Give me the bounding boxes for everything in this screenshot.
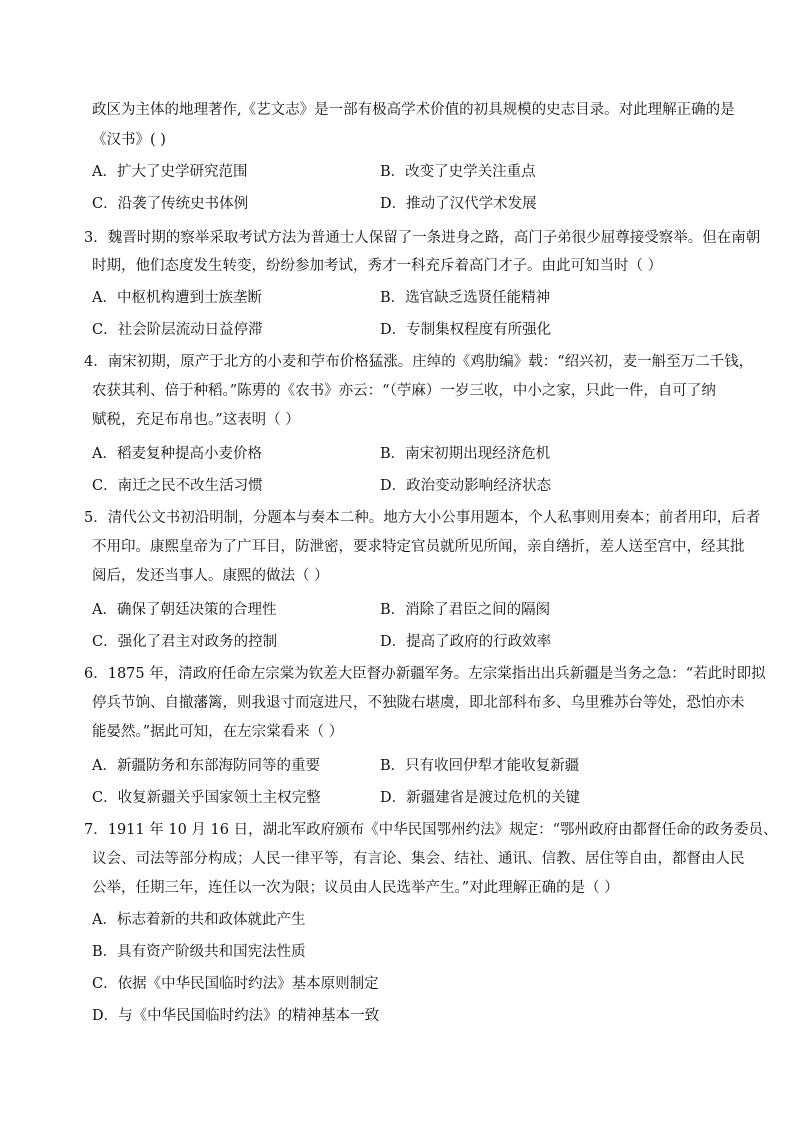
question-4-option-a: A．稻麦复种提高小麦价格 [92, 446, 262, 462]
question-4-line-1: 4．南宋初期，原产于北方的小麦和苧布价格猛涨。庄绰的《鸡肋编》载：“绍兴初，麦一斛至万二千钱， [84, 354, 754, 370]
question-3-option-c: C．社会阶层流动日益停滞 [92, 322, 263, 338]
question-4-option-c: C．南迁之民不改生活习惯 [92, 478, 263, 494]
question-5-option-d: D．提高了政府的行政效率 [380, 634, 552, 650]
question-4-line-3: 赋税，充足布帛也。”这表明（ ） [92, 412, 300, 428]
question-3-option-b: B．选官缺乏选贤任能精神 [380, 290, 551, 306]
question-6-line-3: 能晏然。”据此可知，在左宗棠看来（ ） [92, 724, 344, 740]
question-3-line-1: 3．魏晋时期的察举采取考试方法为普通士人保留了一条进身之路，高门子弟很少屈尊接受察举。但在南朝 [84, 230, 761, 246]
question-7-line-3: 公举，任期三年，连任以一次为限；议员由人民选举产生。”对此理解正确的是（ ） [92, 880, 619, 896]
question-7-option-d: D．与《中华民国临时约法》的精神基本一致 [92, 1008, 380, 1024]
question-2-option-c: C．沿袭了传统史书体例 [92, 196, 249, 212]
question-6-option-a: A．新疆防务和东部海防同等的重要 [92, 758, 320, 774]
question-3-line-2: 时期，他们态度发生转变，纷纷参加考试，秀才一科充斥着高门才子。由此可知当时（ ） [92, 258, 663, 274]
question-7-line-2: 议会、司法等部分构成；人民一律平等，有言论、集会、结社、通讯、信教、居住等自由，都督由人民 [92, 851, 745, 867]
question-6-option-d: D．新疆建省是渡过危机的关键 [380, 790, 581, 806]
question-7-option-c: C．依据《中华民国临时约法》基本原则制定 [92, 976, 379, 992]
question-2-option-d: D．推动了汉代学术发展 [380, 196, 537, 212]
question-4-option-b: B．南宋初期出现经济危机 [380, 446, 551, 462]
question-6-option-c: C．收复新疆关乎国家领土主权完整 [92, 790, 321, 806]
question-2-text-line-1: 政区为主体的地理著作,《艺文志》是一部有极高学术价值的初具规模的史志目录。对此理解正确的是 [92, 102, 735, 118]
question-4-option-d: D．政治变动影响经济状态 [380, 478, 552, 494]
question-5-line-3: 阅后，发还当事人。康熙的做法（ ） [92, 568, 329, 584]
question-6-option-b: B．只有收回伊犁才能收复新疆 [380, 758, 580, 774]
question-3-option-d: D．专制集权程度有所强化 [380, 322, 552, 338]
question-5-option-c: C．强化了君主对政务的控制 [92, 634, 278, 650]
question-7-option-a: A．标志着新的共和政体就此产生 [92, 912, 306, 928]
question-5-line-1: 5．清代公文书初沿明制，分题本与奏本二种。地方大小公事用题本，个人私事则用奏本；前者用印，后者 [84, 510, 761, 526]
question-3-option-a: A．中枢机构遭到士族垄断 [92, 290, 262, 306]
question-7-option-b: B．具有资产阶级共和国宪法性质 [92, 944, 306, 960]
question-5-line-2: 不用印。康熙皇帝为了广耳目，防泄密，要求特定官员就所见所闻，亲自缮折，差人送至宫中，经其批 [92, 539, 745, 555]
question-5-option-a: A．确保了朝廷决策的合理性 [92, 602, 277, 618]
question-2-option-a: A．扩大了史学研究范围 [92, 164, 248, 180]
question-2-text-line-2: 《汉书》( ) [92, 132, 166, 148]
question-2-option-b: B．改变了史学关注重点 [380, 164, 536, 180]
question-4-line-2: 农获其利、倍于种稻。”陈旉的《农书》亦云：“（苧麻）一岁三收，中小之家，只此一件，自可了纳 [92, 383, 716, 399]
question-5-option-b: B．消除了君臣之间的隔阂 [380, 602, 551, 618]
question-6-line-1: 6．1875 年，清政府任命左宗棠为钦差大臣督办新疆军务。左宗棠指出出兵新疆是当务之急：“若此时即拟 [84, 666, 766, 682]
question-6-line-2: 停兵节饷、自撤藩篱，则我退寸而寇进尺，不独陇右堪虞，即北部科布多、乌里雅苏台等处，恐怕亦未 [92, 695, 745, 711]
question-7-line-1: 7．1911 年 10 月 16 日，湖北军政府颁布《中华民国鄂州约法》规定：“鄂州政府由都督任命的政务委员、 [84, 822, 778, 838]
